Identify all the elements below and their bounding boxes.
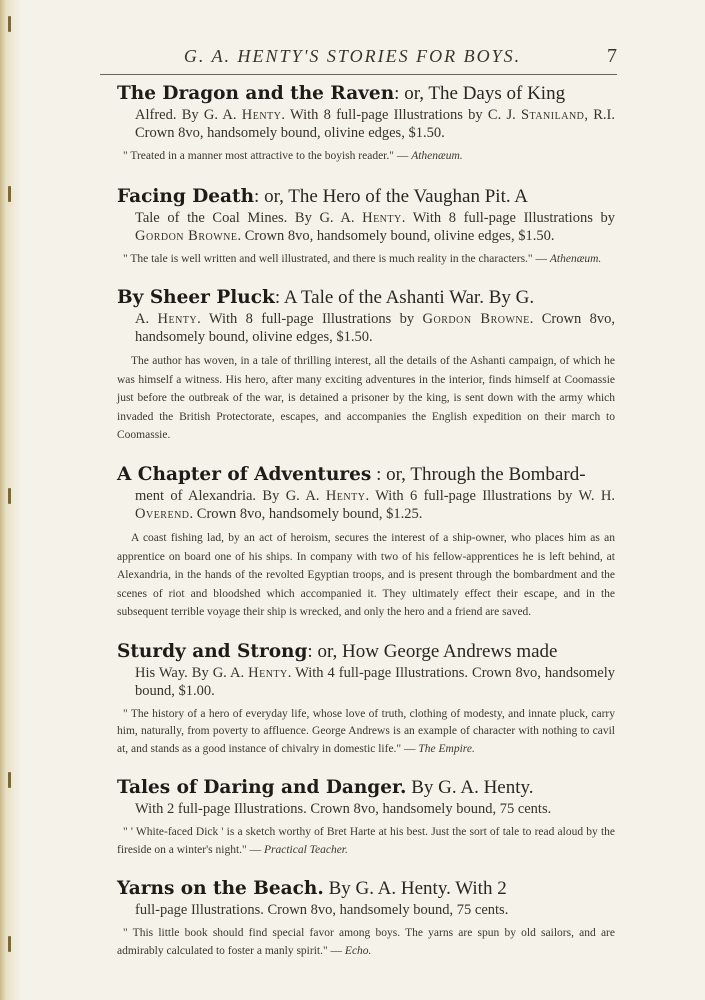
review-quote: " The history of a hero of everyday life, whose love of truth, clothing of modesty, and innate pluck, carry him, naturally, from poverty to affluence. George Andrews is an example of character with nothing to cavil at, and stands as a good instance of chivalry in domestic life." — The Empire. — [117, 707, 615, 755]
book-title: Yarns on the Beach. — [117, 878, 324, 900]
entry-heading: The Dragon and the Raven: or, The Days of King — [117, 83, 566, 104]
book-description: full-page Illustrations. Crown 8vo, handsomely bound, 75 cents. — [135, 902, 509, 919]
book-title: Sturdy and Strong — [117, 640, 308, 662]
entry-heading: Sturdy and Strong: or, How George Andrews made — [117, 640, 558, 662]
book-description: Alfred. By G. A. Henty. With 8 full-page Illustrations by C. J. Staniland, R.I. Crown 8vo, handsomely bound, olivine edges, $1.50. — [135, 107, 616, 141]
book-subtitle: or, The Days of King — [404, 83, 566, 104]
book-title: The Dragon and the Raven — [117, 83, 395, 104]
review-source: Athenæum. — [411, 150, 463, 162]
book-subtitle: or, The Hero of the Vaughan Pit. A — [264, 185, 529, 207]
review-source: Athenæum. — [549, 252, 602, 265]
book-entry-yarns-on-the-beach — [117, 877, 615, 960]
book-synopsis: The author has woven, in a tale of thrilling interest, all the details of the Ashanti campaign, of which he was himself a witness. His hero, after many exciting adventures in the interior, finds himself at Coomassie just before the outbreak of the war, is detained a prisoner by the king, is sent down with the army which invaded the British Protectorate, escapes, and accompanies the English expedition on their march to Coomassie. — [117, 355, 615, 442]
review-quote: " The tale is well written and well illustrated, and there is much reality in the characters." — Athenæum. — [123, 252, 602, 265]
entry-heading — [117, 776, 615, 800]
book-entry-facing-death — [117, 185, 615, 269]
book-subtitle: or, How George Andrews made — [317, 640, 558, 662]
running-head-title: G. A. HENTY'S STORIES FOR BOYS. — [183, 46, 522, 66]
book-entry-tales-of-daring — [117, 776, 615, 859]
running-head — [0, 44, 705, 74]
catalogue-listing — [117, 82, 615, 960]
book-title: A Chapter of Adventures — [117, 463, 372, 485]
entry-heading — [117, 877, 615, 901]
review-quote: " ' White-faced Dick ' is a sketch worthy of Bret Harte at his best. Just the sort of tale to read aloud by the fireside on a winter's night." — Practical Teacher. — [117, 826, 615, 856]
review-source: The Empire. — [418, 742, 475, 755]
book-subtitle: or, Through the Bombard- — [386, 463, 586, 485]
book-description: With 2 full-page Illustrations. Crown 8vo, handsomely bound, 75 cents. — [135, 801, 552, 818]
entry-heading: By Sheer Pluck: A Tale of the Ashanti War. By G. — [117, 287, 535, 308]
book-subtitle: By G. A. Henty. — [411, 777, 534, 799]
header-rule — [100, 74, 617, 75]
book-subtitle: By G. A. Henty. With 2 — [328, 878, 507, 900]
review-quote: " Treated in a manner most attractive to the boyish reader." — Athenæum. — [123, 150, 463, 162]
book-entry-sturdy-and-strong — [117, 640, 615, 759]
book-title: Facing Death — [117, 185, 255, 207]
review-source: Practical Teacher. — [263, 843, 348, 856]
page-number: 7 — [607, 45, 617, 67]
book-description: His Way. By G. A. Henty. With 4 full-page Illustrations. Crown 8vo, handsomely bound, $1.00. — [135, 664, 615, 699]
book-entry-chapter-of-adventures — [117, 463, 615, 622]
book-description: A. Henty. With 8 full-page Illustrations by Gordon Browne. Crown 8vo, handsomely bound, olivine edges, $1.50. — [135, 311, 615, 345]
review-source: Echo. — [344, 944, 372, 957]
book-description: ment of Alexandria. By G. A. Henty. With 6 full-page Illustrations by W. H. Overend. Crown 8vo, handsomely bound, $1.25. — [135, 487, 615, 522]
book-subtitle: A Tale of the Ashanti War. By G. — [283, 287, 535, 308]
book-title: Tales of Daring and Danger. — [117, 777, 407, 799]
review-quote: " This little book should find special favor among boys. The yarns are spun by old sailors, and are admirably calculated to foster a manly spirit." — Echo. — [117, 927, 615, 957]
book-synopsis: A coast fishing lad, by an act of heroism, secures the interest of a ship-owner, who places him as an apprentice on board one of his ships. In company with two of his fellow-apprentices he is left behind, at Alexandria, in the hands of the revolted Egyptian troops, and is present through the bombardment and the scenes of riot and bloodshed which accompanied it. They ultimately effect their escape, and in the subsequent terrible voyage their ship is wrecked, and only the hero and a friend are saved. — [117, 531, 615, 619]
entry-heading: A Chapter of Adventures : or, Through the Bombard- — [117, 463, 586, 485]
entry-heading: Facing Death: or, The Hero of the Vaughan Pit. A — [117, 185, 529, 207]
book-description: Tale of the Coal Mines. By G. A. Henty. With 8 full-page Illustrations by Gordon Browne. Crown 8vo, handsomely bound, olivine edges, $1.50. — [135, 209, 615, 244]
book-title: By Sheer Pluck — [117, 287, 275, 308]
book-entry-dragon-and-raven — [117, 82, 615, 166]
book-entry-by-sheer-pluck — [117, 286, 615, 445]
